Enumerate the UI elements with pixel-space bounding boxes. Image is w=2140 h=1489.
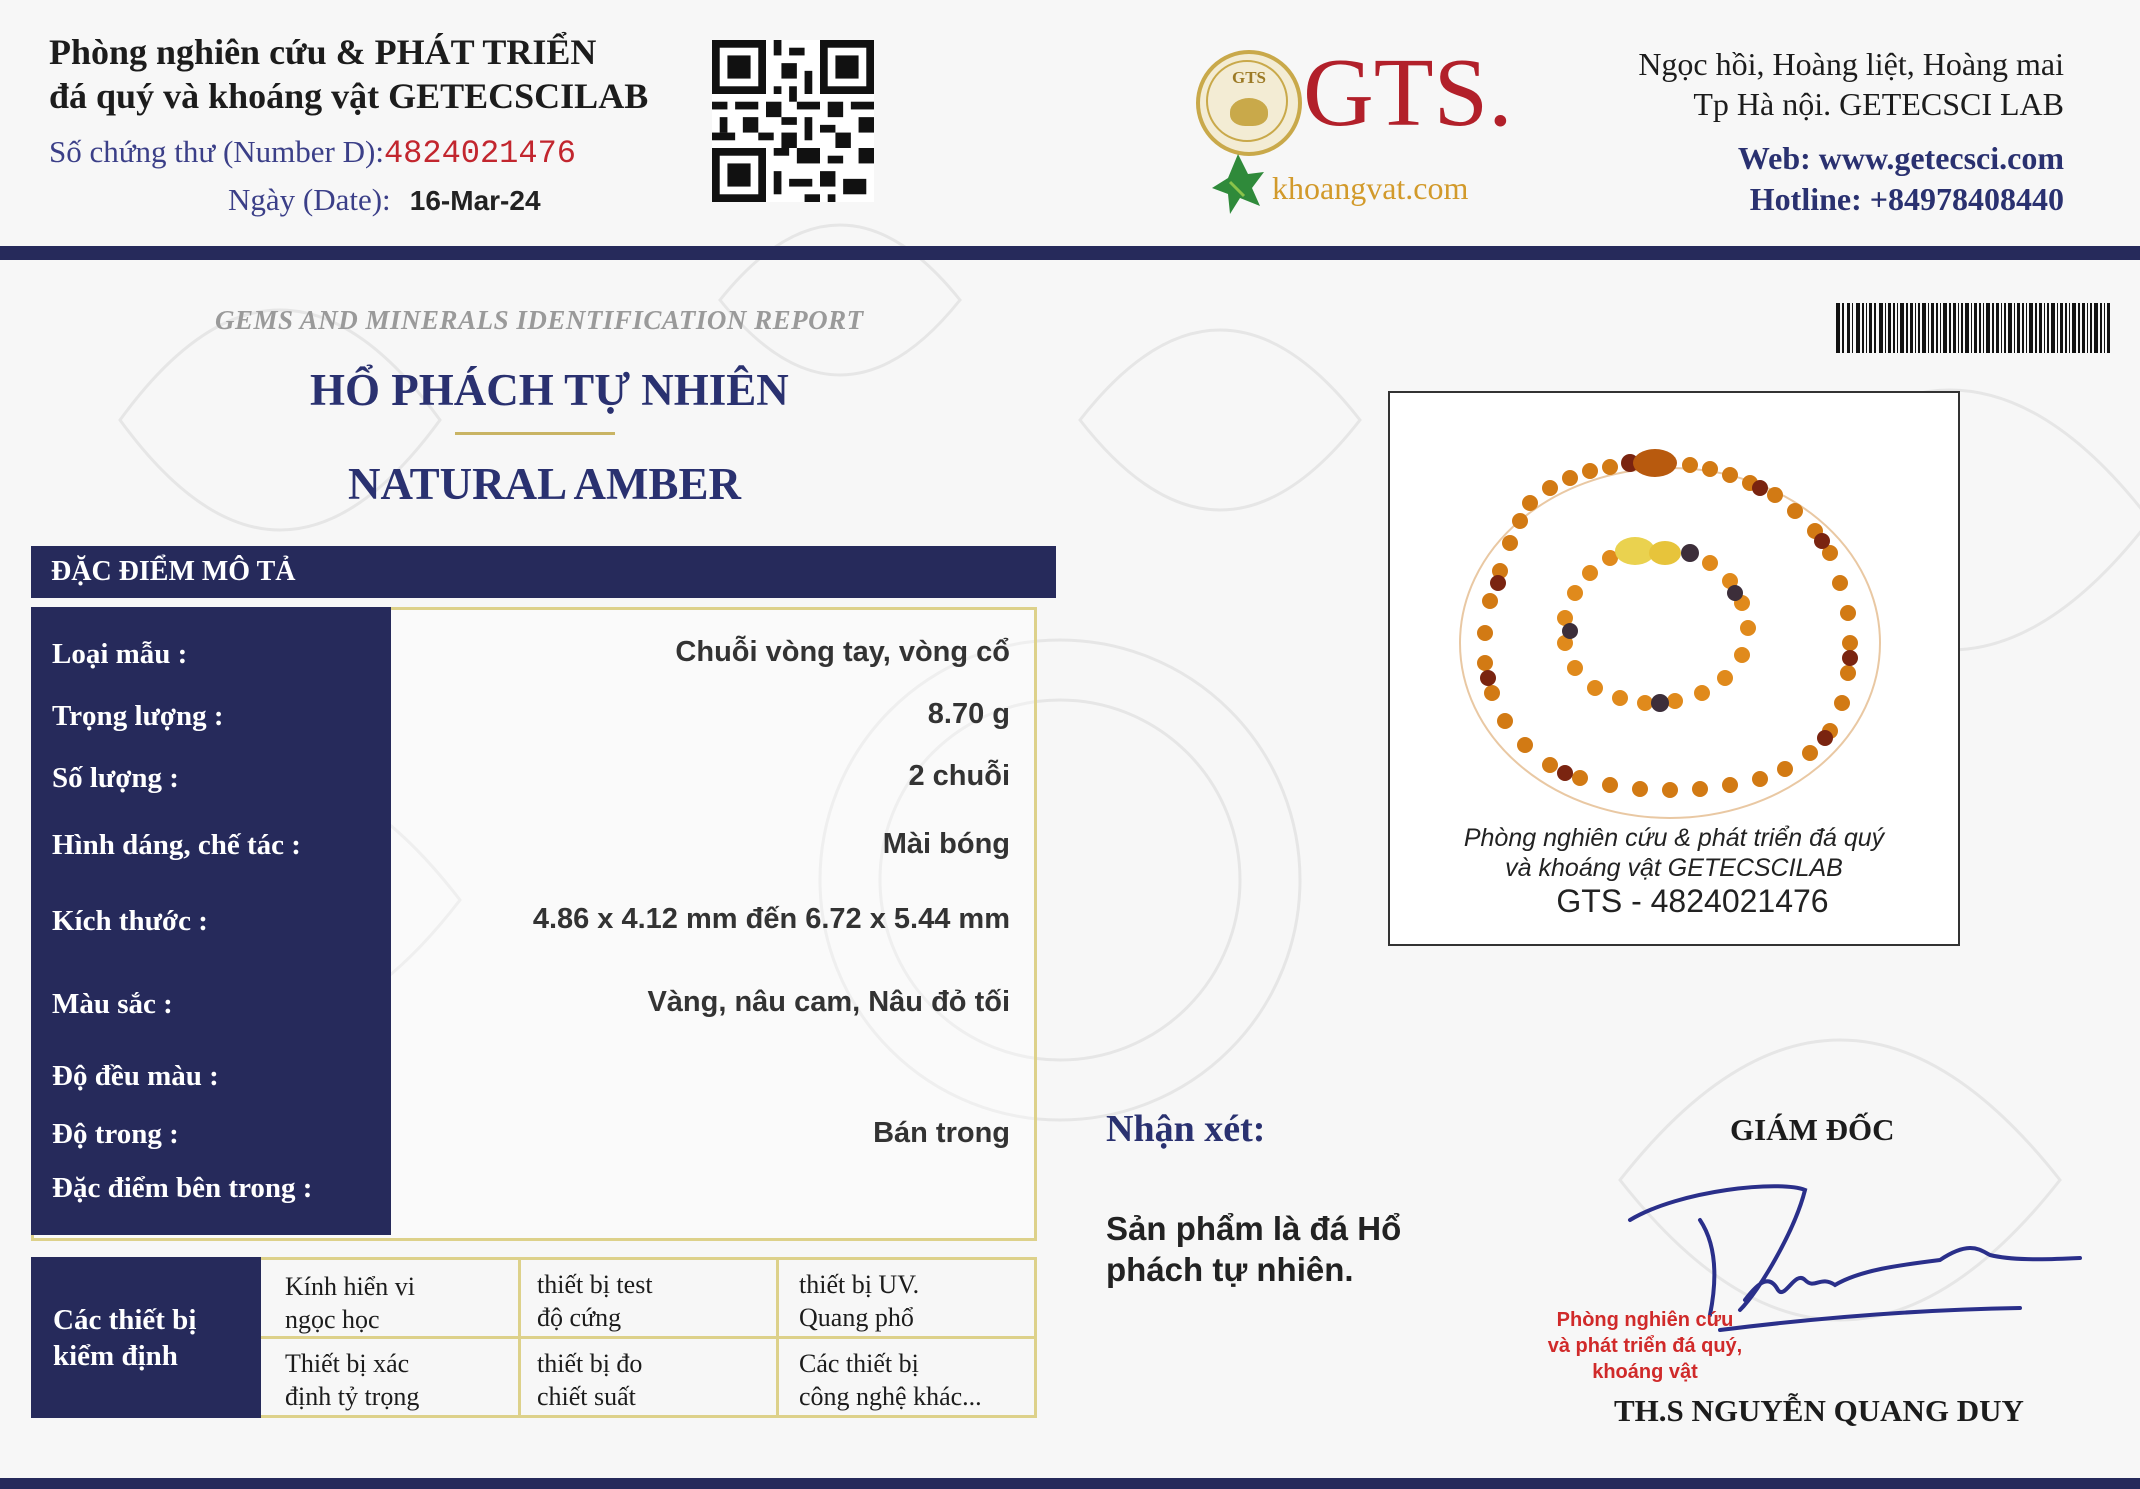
label-color: Màu sắc : (52, 988, 173, 1020)
equipment-uv-spectroscopy: thiết bị UV. Quang phổ (799, 1270, 920, 1332)
label-sample-type: Loại mẫu : (52, 638, 188, 670)
gts-emblem-text: GTS (1231, 68, 1267, 87)
label-dimensions: Kích thước : (52, 905, 208, 937)
label-weight: Trọng lượng : (52, 700, 224, 732)
lab-name-line2: đá quý và khoáng vật GETECSCILAB (49, 76, 649, 116)
hotline: Hotline: +84978408440 (1749, 181, 2064, 217)
date-label: Ngày (Date): (228, 182, 391, 217)
barcode (1836, 303, 2110, 353)
signer-name: TH.S NGUYỄN QUANG DUY (1614, 1393, 2024, 1428)
amber-necklace-image (1430, 433, 1910, 833)
gts-emblem (1196, 50, 1302, 156)
equipment-density: Thiết bị xác định tỷ trọng (285, 1349, 420, 1411)
stamp-line3: khoáng vật (1592, 1361, 1698, 1383)
footer-band (0, 1478, 2140, 1489)
value-weight: 8.70 g (927, 698, 1010, 730)
equipment-hardness-tester: thiết bị test độ cứng (537, 1270, 653, 1332)
brand-logo: GTS. (1303, 39, 1513, 147)
gem-icon (1230, 98, 1268, 126)
value-dimensions: 4.86 x 4.12 mm đến 6.72 x 5.44 mm (532, 903, 1010, 935)
address-line1: Ngọc hồi, Hoàng liệt, Hoàng mai (1638, 46, 2064, 82)
director-title: GIÁM ĐỐC (1730, 1112, 1895, 1147)
certificate-number-row (49, 134, 576, 172)
remark-text (1106, 1208, 1401, 1290)
remark-text-line2: phách tự nhiên. (1106, 1251, 1354, 1288)
equipment-refractometer: thiết bị đo chiết suất (537, 1349, 643, 1411)
label-transparency: Độ trong : (52, 1118, 179, 1150)
report-subtitle: GEMS AND MINERALS IDENTIFICATION REPORT (215, 305, 864, 335)
stamp-line1: Phòng nghiên cứu (1556, 1309, 1734, 1331)
equipment-heading-line2: kiểm định (53, 1340, 178, 1372)
stamp-line2: và phát triển đá quý, (1547, 1335, 1743, 1357)
photo-caption-line1: Phòng nghiên cứu & phát triển đá quý (1463, 824, 1885, 852)
equipment-microscope: Kính hiển vi ngọc học (285, 1272, 415, 1334)
equipment-heading (31, 1257, 261, 1418)
value-shape: Mài bóng (882, 828, 1010, 860)
date-value: 16-Mar-24 (409, 185, 541, 216)
website: Web: www.getecsci.com (1737, 140, 2064, 176)
certificate-number-label: Số chứng thư (Number D): (49, 134, 384, 169)
lab-name-line1: Phòng nghiên cứu & PHÁT TRIỂN (49, 32, 597, 72)
value-quantity: 2 chuỗi (908, 760, 1010, 792)
stamp-text (1520, 1307, 1770, 1385)
value-sample-type: Chuỗi vòng tay, vòng cổ (675, 636, 1010, 668)
label-color-uniformity: Độ đều màu : (52, 1060, 219, 1092)
date-row (228, 182, 541, 218)
photo-code: GTS - 4824021476 (1556, 883, 1829, 919)
address-line2: Tp Hà nội. GETECSCI LAB (1693, 86, 2064, 122)
leaf-icon (1210, 152, 1266, 218)
label-inclusions: Đặc điểm bên trong : (52, 1172, 313, 1204)
title-vietnamese: HỔ PHÁCH TỰ NHIÊN (310, 365, 789, 415)
value-transparency: Bán trong (873, 1117, 1010, 1149)
photo-caption-line2: và khoáng vật GETECSCILAB (1505, 854, 1843, 882)
header-divider (0, 246, 2140, 260)
qr-code (712, 40, 874, 202)
equipment-other: Các thiết bị công nghệ khác... (799, 1349, 982, 1411)
remark-text-line1: Sản phẩm là đá Hổ (1106, 1210, 1402, 1247)
equipment-heading-line1: Các thiết bị (53, 1304, 197, 1336)
section-header: ĐẶC ĐIỂM MÔ TẢ (31, 546, 1056, 598)
label-quantity: Số lượng : (52, 762, 179, 794)
title-divider (455, 432, 615, 435)
title-english: NATURAL AMBER (348, 459, 741, 509)
grid-divider (261, 1336, 1034, 1339)
certificate-number: 4824021476 (383, 135, 576, 172)
value-color: Vàng, nâu cam, Nâu đỏ tối (647, 986, 1010, 1018)
remark-heading: Nhận xét: (1106, 1108, 1266, 1150)
sample-photo-frame (1388, 391, 1960, 946)
label-shape: Hình dáng, chế tác : (52, 829, 301, 861)
sublogo-text: khoangvat.com (1272, 170, 1469, 206)
